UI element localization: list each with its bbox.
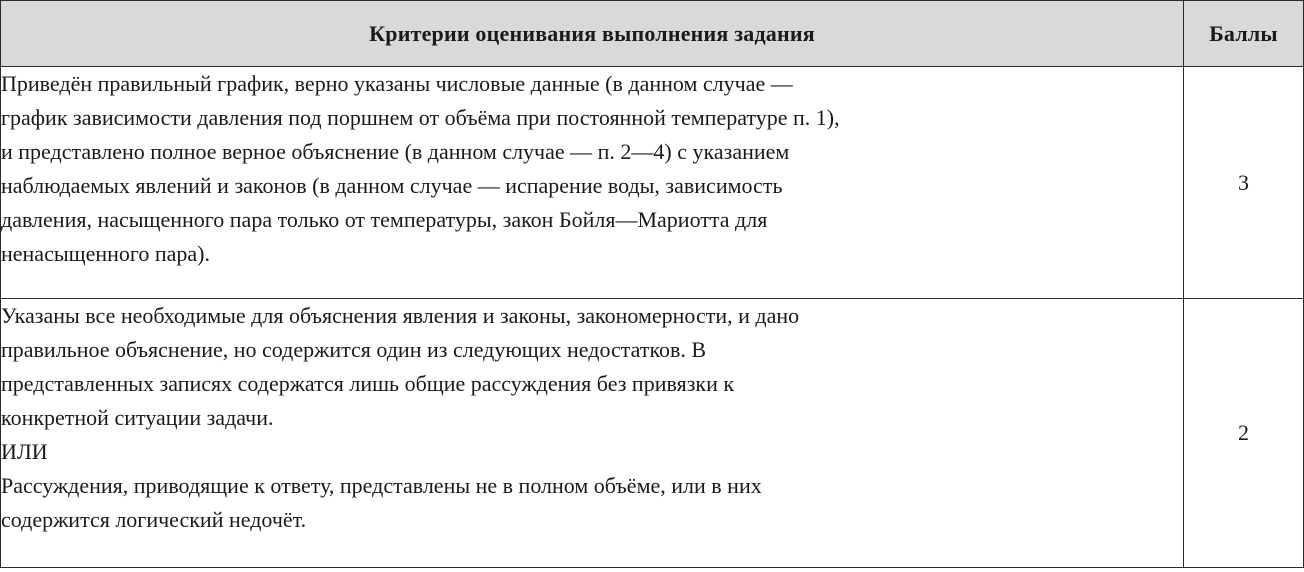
criteria-line: ненасыщенного пара). xyxy=(1,241,210,266)
table-header-row xyxy=(1,1,1304,67)
criteria-line: давления, насыщенного пара только от температуры, закон Бойля—Мариотта для xyxy=(1,207,768,232)
table-row xyxy=(1,67,1304,299)
criteria-line: наблюдаемых явлений и законов (в данном случае — испарение воды, зависимость xyxy=(1,173,783,198)
table-row xyxy=(1,299,1304,568)
score-cell: 2 xyxy=(1184,299,1304,568)
criteria-text-cell xyxy=(1,67,1184,299)
criteria-line: правильное объяснение, но содержится один из следующих недостатков. В xyxy=(1,337,707,362)
criteria-line: график зависимости давления под поршнем от объёма при постоянной температуре п. 1), xyxy=(1,105,840,130)
criteria-line: и представлено полное верное объяснение (в данном случае — п. 2—4) с указанием xyxy=(1,139,790,164)
criteria-line: представленных записях содержатся лишь общие рассуждения без привязки к xyxy=(1,371,735,396)
criteria-line: Указаны все необходимые для объяснения явления и законы, закономерности, и дано xyxy=(1,303,800,328)
criteria-line: Рассуждения, приводящие к ответу, представлены не в полном объёме, или в них xyxy=(1,473,762,498)
criteria-line: конкретной ситуации задачи. xyxy=(1,405,274,430)
criteria-text-cell xyxy=(1,299,1184,568)
score-column-header: Баллы xyxy=(1184,1,1304,67)
criteria-line: содержится логический недочёт. xyxy=(1,507,307,532)
score-cell: 3 xyxy=(1184,67,1304,299)
criteria-line: ИЛИ xyxy=(1,439,48,464)
criteria-line: Приведён правильный график, верно указаны числовые данные (в данном случае — xyxy=(1,71,793,96)
criteria-column-header: Критерии оценивания выполнения задания xyxy=(1,1,1184,67)
